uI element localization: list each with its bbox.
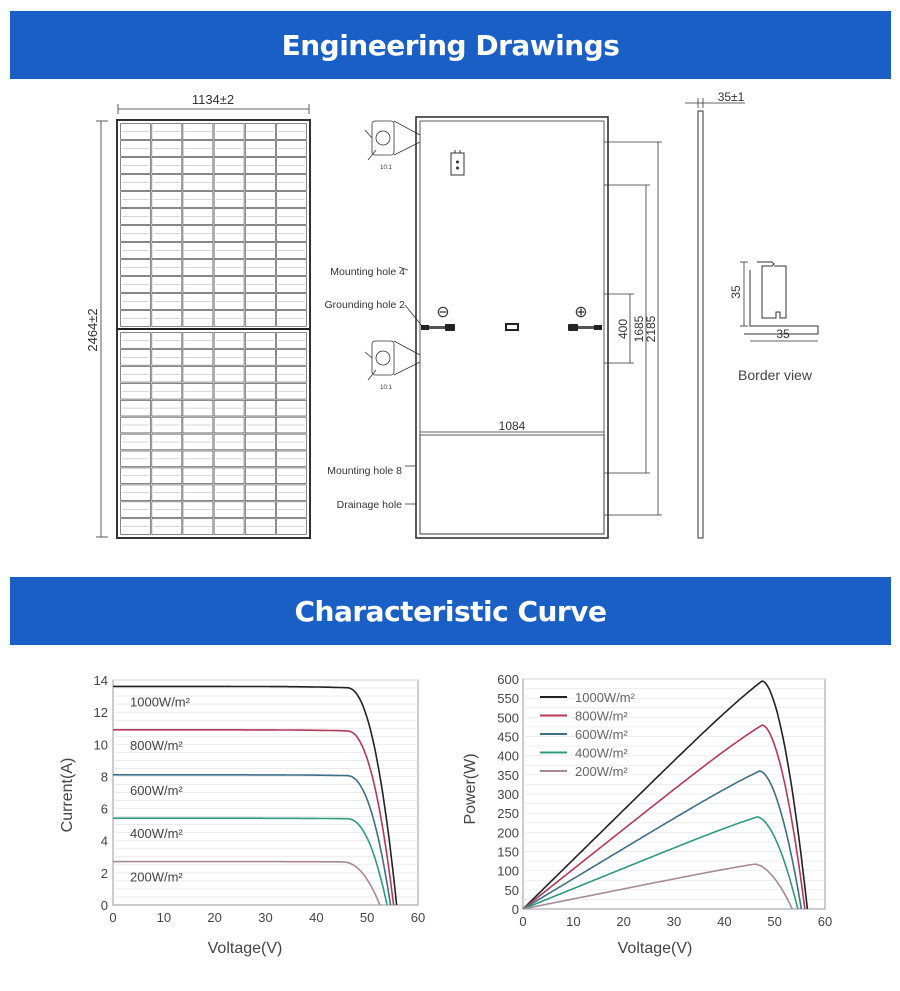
dim-400: 400 <box>616 318 630 340</box>
iv-x-tick-label: 10 <box>156 910 172 925</box>
engineering-drawings-banner <box>10 11 891 79</box>
iv-y-axis-label: Current(A) <box>59 757 76 833</box>
iv-x-tick-label: 20 <box>207 910 222 925</box>
iv-x-axis-label: Voltage(V) <box>207 940 283 957</box>
junction-box <box>506 324 518 330</box>
iv-y-tick-label: 14 <box>93 673 108 688</box>
characteristic-curve-title: Characteristic Curve <box>294 594 607 628</box>
engineering-drawings <box>0 85 900 555</box>
pv-y-tick-label: 200 <box>497 825 519 841</box>
iv-y-tick-label: 6 <box>100 801 108 817</box>
pv-y-tick-label: 450 <box>497 729 519 745</box>
frame-thickness-dim: 35±1 <box>717 90 745 104</box>
frame-height-dim: 35 <box>729 285 743 299</box>
pv-x-tick-label: 60 <box>817 914 833 929</box>
iv-y-tick-label: 8 <box>100 769 108 785</box>
height-dimension: 2464±2 <box>85 308 100 352</box>
pv-x-tick-label: 10 <box>566 914 581 929</box>
iv-x-tick-label: 60 <box>410 910 426 925</box>
pv-y-tick-label: 100 <box>497 863 519 879</box>
iv-series-label: 1000W/m² <box>130 694 190 710</box>
pv-y-tick-label: 500 <box>497 710 519 726</box>
pv-y-tick-label: 350 <box>497 767 519 783</box>
front-view <box>96 104 310 538</box>
scale-label-bottom: 10:1 <box>380 385 392 391</box>
border-view-label: Border view <box>738 367 812 383</box>
iv-series-label: 200W/m² <box>130 869 183 885</box>
pv-legend-label: 400W/m² <box>575 745 628 761</box>
iv-series-label: 400W/m² <box>130 826 183 842</box>
pv-legend-label: 1000W/m² <box>575 690 635 705</box>
iv-series-label: 800W/m² <box>130 737 183 753</box>
pv-gridlines <box>523 679 825 909</box>
pv-x-tick-label: 20 <box>616 914 631 929</box>
grounding-hole-2-label: Grounding hole 2 <box>324 299 405 311</box>
characteristic-curve-banner <box>10 577 891 645</box>
iv-y-tick-label: 10 <box>93 737 108 753</box>
pv-legend-label: 200W/m² <box>575 764 628 779</box>
junction-box-minus <box>421 324 455 331</box>
iv-y-tick-label: 4 <box>100 833 108 849</box>
pv-x-tick-label: 0 <box>519 914 527 929</box>
pv-x-axis-label: Voltage(V) <box>617 940 693 957</box>
dim-2185: 2185 <box>644 315 658 343</box>
iv-x-ticks <box>109 910 425 925</box>
pv-x-tick-label: 30 <box>666 914 682 929</box>
pv-legend-label: 600W/m² <box>575 727 628 742</box>
pv-y-tick-label: 250 <box>497 806 519 822</box>
dim-1084: 1084 <box>498 419 526 433</box>
iv-y-tick-label: 12 <box>93 705 108 721</box>
pv-y-tick-label: 400 <box>497 748 519 764</box>
pv-x-tick-label: 40 <box>717 914 732 929</box>
pv-y-tick-label: 0 <box>511 902 519 917</box>
pv-y-tick-label: 150 <box>497 844 519 860</box>
pv-curve-chart <box>450 670 850 970</box>
minus-symbol: ⊖ <box>436 304 450 321</box>
pv-y-axis-label: Power(W) <box>462 753 479 825</box>
pv-x-tick-label: 50 <box>767 914 782 929</box>
mounting-hole-4-label: Mounting hole 4 <box>330 266 405 278</box>
drainage-hole-label: Drainage hole <box>336 499 402 511</box>
iv-series-label: 600W/m² <box>130 782 183 798</box>
detail-callout-top <box>365 121 420 160</box>
mounting-hole-8-label: Mounting hole 8 <box>327 465 402 477</box>
detail-callout-bottom <box>365 341 420 380</box>
pv-y-tick-label: 50 <box>504 882 519 898</box>
side-view <box>685 98 745 538</box>
pv-y-tick-label: 550 <box>497 691 519 707</box>
iv-x-tick-label: 50 <box>359 910 375 925</box>
width-dimension: 1134±2 <box>191 92 235 107</box>
iv-y-ticks <box>94 673 108 913</box>
frame-width-dim: 35 <box>776 327 790 341</box>
pv-x-ticks <box>519 914 832 929</box>
pv-legend-label: 800W/m² <box>575 708 628 724</box>
engineering-drawings-title: Engineering Drawings <box>281 28 620 62</box>
iv-y-tick-label: 0 <box>100 898 108 913</box>
iv-x-tick-label: 0 <box>109 910 117 925</box>
iv-x-tick-label: 30 <box>258 910 273 925</box>
iv-y-tick-label: 2 <box>100 865 108 881</box>
pv-y-tick-label: 600 <box>497 672 519 687</box>
iv-curve-chart <box>45 665 435 965</box>
pv-y-tick-label: 300 <box>497 787 519 802</box>
junction-box-plus <box>568 324 602 331</box>
scale-label-top: 10:1 <box>380 165 392 171</box>
plus-symbol: ⊕ <box>574 304 588 321</box>
pv-y-ticks <box>497 672 519 917</box>
iv-x-tick-label: 40 <box>309 910 324 925</box>
dim-1685: 1685 <box>632 315 646 343</box>
